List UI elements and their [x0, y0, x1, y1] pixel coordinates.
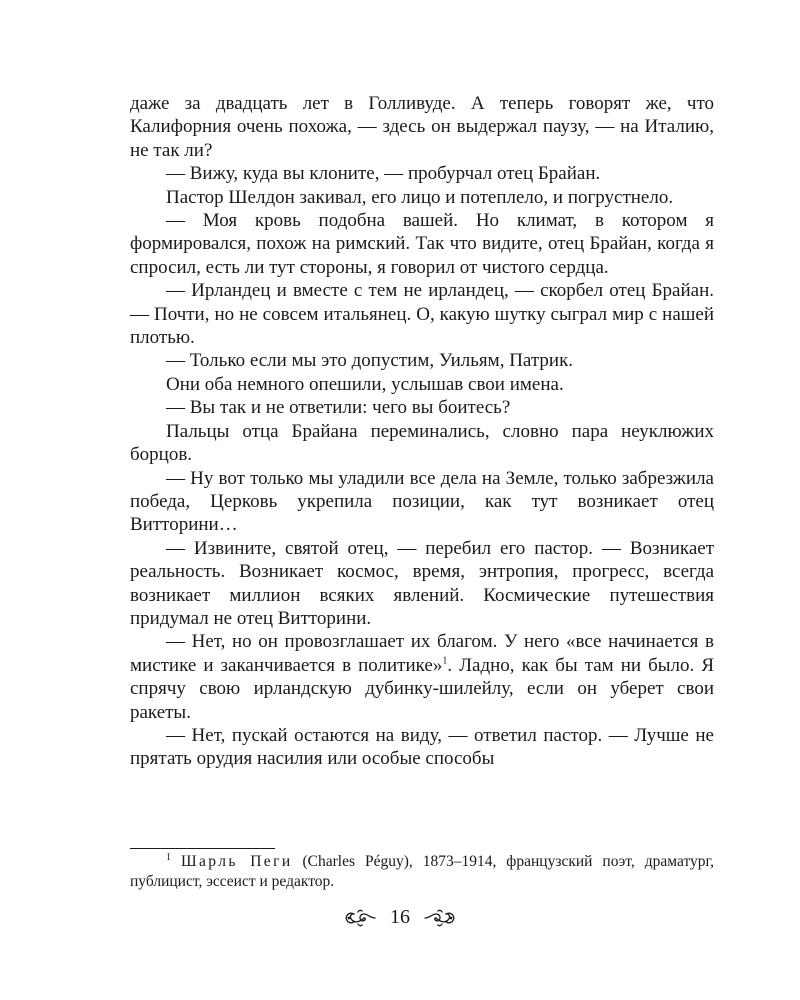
footnote-divider	[130, 848, 275, 849]
page-number: 16	[390, 906, 410, 928]
footnote-reference[interactable]: 1	[442, 655, 448, 667]
ornament-left-icon	[344, 908, 378, 928]
paragraph: — Извините, святой отец, — перебил его пастор. — Возникает реальность. Возникает космос, время, энтропия, прогресс, всегда возникает миллион всяких явлений. Космические путешествия придумал не отец Витторини.	[130, 537, 714, 629]
paragraph: Они оба немного опешили, услышав свои имена.	[166, 373, 564, 395]
paragraph: — Нет, пускай остаются на виду, — ответил пастор. — Лучше не прятать орудия насилия или особые способы	[130, 724, 714, 770]
paragraph: — Только если мы это допустим, Уильям, Патрик.	[166, 350, 574, 372]
paragraph: — Моя кровь подобна вашей. Но климат, в котором я формировался, похож на римский. Так что видите, отец Брайан, когда я спросил, есть ли тут стороны, я говорил от чистого сердца.	[130, 210, 714, 278]
page-footer	[0, 906, 800, 929]
paragraph-text: — Нет, но он провозглашает их благом. У него «все начинается в мистике и заканчивается в политике»	[130, 631, 714, 676]
paragraph: — Вижу, куда вы клоните, — пробурчал отец Брайан.	[166, 163, 601, 185]
paragraph: — Вы так и не ответили: чего вы боитесь?	[166, 397, 511, 419]
footnote-text: (Charles Péguy), 1873–1914, французский поэт, драматург, публицист, эссеист и редактор.	[130, 853, 714, 890]
paragraph: — Ну вот только мы уладили все дела на Земле, только забрезжила победа, Церковь укрепила позиции, как тут возникает отец Витторини…	[130, 467, 714, 536]
ornament-right-icon	[422, 908, 456, 928]
paragraph-text: . Ладно, как бы там ни было. Я спрячу свою ирландскую дубинку-шилейлу, если он уберет свои ракеты.	[130, 654, 715, 723]
footnote-marker: 1	[166, 851, 171, 863]
footnote-name: Шарль Пеги	[180, 853, 293, 870]
paragraph-with-footnote	[130, 630, 714, 724]
paragraph: Пальцы отца Брайана переминались, словно пара неуклюжих борцов.	[130, 420, 714, 466]
body-text	[130, 92, 714, 771]
paragraph: — Ирландец и вместе с тем не ирландец, — скорбел отец Брайан. — Почти, но не совсем итальянец. О, какую шутку сыграл мир с нашей плотью.	[130, 280, 714, 349]
paragraph: даже за двадцать лет в Голливуде. А теперь говорят же, что Калифорния очень похожа, — здесь он выдержал паузу, — на Италию, не так ли?	[130, 93, 714, 161]
footnote	[130, 852, 714, 891]
paragraph: Пастор Шелдон закивал, его лицо и потеплело, и погрустнело.	[166, 186, 674, 208]
